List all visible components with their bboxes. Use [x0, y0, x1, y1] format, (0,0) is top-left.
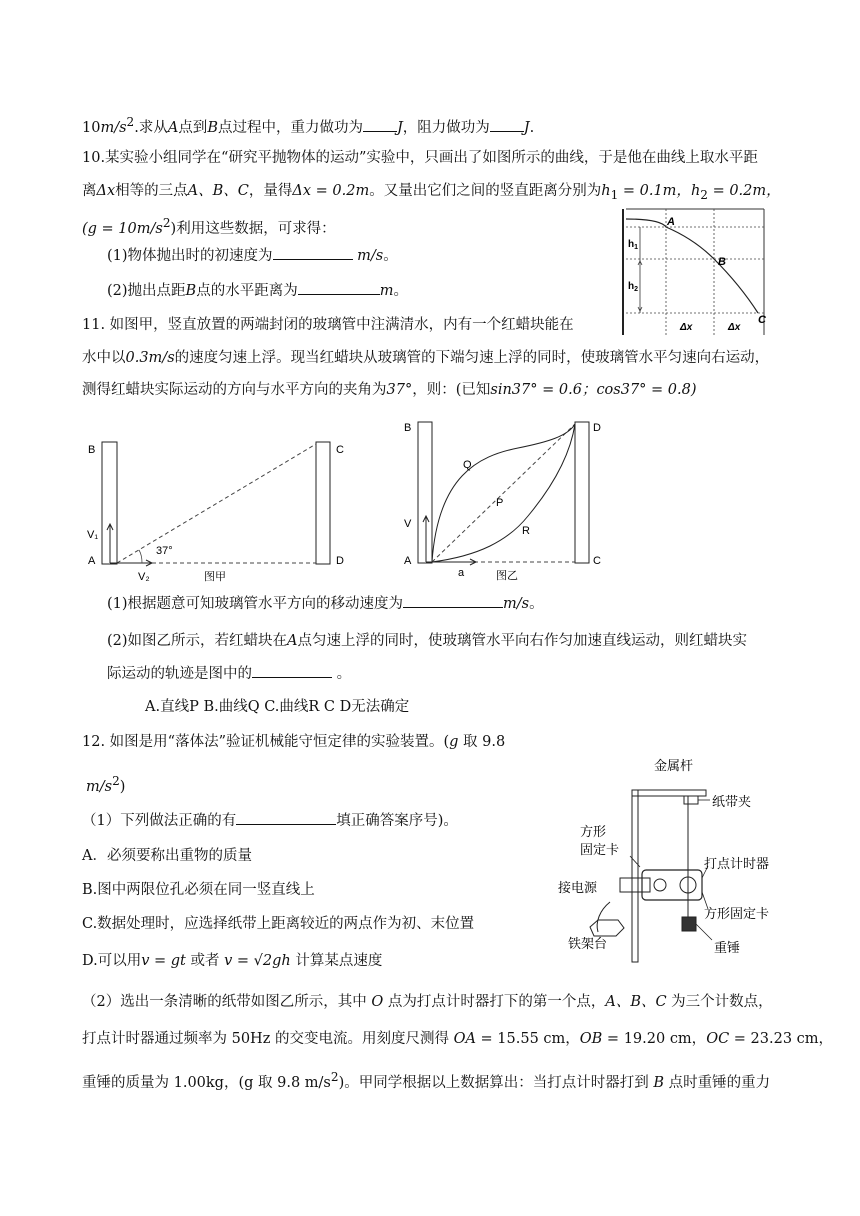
- label-card-1b: 固定卡: [580, 842, 620, 857]
- label-h1: [628, 239, 638, 251]
- text: .求从: [134, 119, 168, 136]
- caption-jia: 图甲: [204, 571, 226, 583]
- label-card-2: 方形固定卡: [704, 906, 770, 921]
- answer-blank[interactable]: [252, 663, 332, 678]
- text: h: [690, 183, 701, 199]
- label-stand: 铁架台: [568, 936, 608, 951]
- text: Δx: [96, 183, 116, 199]
- label-card-1a: 方形: [580, 824, 607, 839]
- text: 10: [82, 119, 101, 136]
- label-C: C: [758, 314, 766, 326]
- label-B: B: [718, 256, 726, 268]
- q11-line2: [82, 347, 769, 369]
- text: 2: [112, 774, 120, 788]
- q11-options: A.直线P B.曲线Q C.曲线R C D无法确定: [145, 699, 410, 715]
- label-weight: 重锤: [714, 940, 741, 955]
- text: 计算某点速度: [290, 953, 383, 969]
- label-R: R: [522, 525, 530, 537]
- text: 37°: [386, 382, 413, 398]
- label-dx2: Δx: [728, 322, 741, 333]
- q11-line3: [82, 379, 697, 401]
- text: 。又量出它们之间的竖直距离分别为: [369, 183, 602, 199]
- text: 为三个计数点，: [666, 994, 773, 1010]
- text: A: [167, 119, 179, 136]
- text: m/s: [100, 119, 127, 136]
- leader: [696, 924, 712, 940]
- text: D.可以用: [82, 953, 142, 969]
- label-D: D: [336, 555, 344, 567]
- text: .: [529, 119, 535, 136]
- text: 或者: [185, 953, 225, 969]
- stand-base: [590, 920, 624, 936]
- text: 37° = 0.8): [620, 382, 697, 398]
- q10-line3: [82, 212, 336, 240]
- text: m/s: [503, 596, 530, 612]
- text: 点过程中，重力做功为: [217, 119, 363, 136]
- square-clamp: [620, 878, 650, 892]
- answer-blank[interactable]: [363, 117, 397, 132]
- text: v = gt: [141, 953, 186, 969]
- text: ，阻力做功为: [402, 119, 490, 136]
- text: 2: [700, 187, 708, 202]
- q10-projectile-figure: [620, 205, 770, 339]
- text: OB: [579, 1031, 603, 1047]
- q11-part2-line1: [107, 630, 747, 652]
- glass-tube-right: [316, 442, 330, 564]
- text: 点到: [178, 119, 208, 136]
- text: OC: [706, 1031, 730, 1047]
- caption-yi: 图乙: [496, 570, 518, 582]
- figure-jia: [82, 430, 372, 590]
- diagonal-dashed: [117, 444, 316, 563]
- text: B: [653, 1074, 664, 1091]
- text: )利用这些数据，可求得：: [170, 220, 336, 237]
- label-D: D: [593, 422, 601, 434]
- trajectory-curve: [626, 219, 758, 313]
- label-B: B: [404, 422, 412, 434]
- text: 1: [634, 244, 639, 251]
- answer-blank[interactable]: [403, 593, 503, 608]
- q11-part2-line2: [107, 663, 351, 685]
- text: ): [119, 778, 126, 795]
- q10-part1: [107, 245, 398, 267]
- text: Δx = 0.2m: [292, 183, 370, 199]
- text: 2: [162, 216, 171, 230]
- text: OA: [453, 1031, 476, 1047]
- text: 2: [126, 115, 135, 129]
- label-tape-clip: 纸带夹: [712, 794, 752, 809]
- answer-blank[interactable]: [298, 280, 380, 295]
- q12-part2-line1: [82, 991, 773, 1013]
- label-V2: V₂: [138, 571, 150, 583]
- text: 离: [82, 183, 97, 199]
- text: m: [379, 283, 394, 299]
- text: 12. 如图是用“落体法”验证机械能守恒定律的实验装置。(: [82, 734, 450, 750]
- text: B: [207, 119, 218, 136]
- text: = 19.20 cm，: [602, 1031, 707, 1047]
- q10-line2: [82, 180, 781, 206]
- text: 的速度匀速上浮。现当红蜡块从玻璃管的下端匀速上浮的同时，使玻璃管水平匀速向右运动，: [174, 350, 770, 366]
- q9-tail-line: [82, 111, 534, 139]
- text: 点匀速上浮的同时，使玻璃管水平向右作匀加速直线运动，则红蜡块实: [297, 633, 748, 649]
- q12-line1: [82, 731, 505, 753]
- text: ，量得: [248, 183, 293, 199]
- label-V1: V₁: [87, 529, 99, 541]
- text: 。: [529, 596, 544, 612]
- q12-line2: [86, 770, 125, 798]
- text: 重锤的质量为 1.00kg，(g 取 9.8 m/s: [82, 1074, 331, 1091]
- text: 测得红蜡块实际运动的方向与水平方向的夹角为: [82, 382, 387, 398]
- text: A、B、C: [187, 183, 249, 199]
- text: A: [287, 633, 298, 649]
- line-P: [432, 424, 575, 562]
- label-angle: 37°: [156, 545, 173, 557]
- text: 填正确答案序号)。: [336, 813, 458, 829]
- text: (1)根据题意可知玻璃管水平方向的移动速度为: [107, 596, 404, 612]
- text: 点的水平距离为: [196, 283, 298, 299]
- glass-tube-left: [418, 422, 432, 563]
- label-h2: [628, 281, 638, 293]
- label-dx1: Δx: [680, 322, 693, 333]
- power-cord: [597, 902, 610, 932]
- text: m/s: [86, 778, 113, 795]
- label-V: V: [404, 518, 412, 530]
- label-timer: 打点计时器: [704, 856, 770, 871]
- glass-tube-right: [575, 422, 589, 563]
- text: 0.3m/s: [125, 350, 175, 366]
- text: (g = 10m/s: [82, 220, 163, 237]
- text: A、B、C: [605, 994, 667, 1010]
- metal-bar: [632, 790, 706, 796]
- q12-option-a: A．必须要称出重物的质量: [82, 848, 252, 864]
- label-A: A: [404, 555, 412, 567]
- label-A: A: [88, 555, 96, 567]
- q11-line1: 11. 如图甲，竖直放置的两端封闭的玻璃管中注满清水，内有一个红蜡块能在: [82, 317, 574, 333]
- text: （2）选出一条清晰的纸带如图乙所示，其中: [82, 994, 372, 1010]
- label-B: B: [88, 444, 96, 456]
- text: 打点计时器通过频率为 50Hz 的交变电流。用刻度尺测得: [82, 1031, 454, 1047]
- label-P: P: [496, 497, 504, 509]
- text: 点为打点计时器打下的第一个点，: [383, 994, 606, 1010]
- label-C: C: [336, 444, 344, 456]
- text: 37° = 0.6；: [511, 382, 597, 398]
- text: 1: [610, 187, 619, 202]
- label-a: a: [458, 567, 465, 579]
- text: h: [628, 239, 635, 250]
- text: 际运动的轨迹是图中的: [107, 666, 252, 682]
- tape-clip: [684, 796, 698, 804]
- text: = 0.1m，: [618, 183, 691, 199]
- text: 点时重锤的重力: [663, 1074, 771, 1091]
- label-C: C: [593, 555, 601, 567]
- text: )。甲同学根据以上数据算出：当打点计时器打到: [338, 1074, 654, 1091]
- text: (2)抛出点距: [107, 283, 186, 299]
- label-metal-rod: 金属杆: [654, 758, 694, 773]
- text: 。: [393, 283, 408, 299]
- text: （1）下列做法正确的有: [82, 813, 237, 829]
- text: J: [523, 119, 530, 136]
- q10-line1: 10.某实验小组同学在“研究平抛物体的运动”实验中，只画出了如图所示的曲线，于是他在曲线上取水平距: [82, 150, 758, 166]
- text: 2: [330, 1070, 339, 1084]
- text: = 0.2m，: [707, 183, 781, 199]
- q12-part2-line2: [82, 1028, 833, 1050]
- q12-option-d: [82, 950, 382, 972]
- text: cos: [596, 382, 621, 398]
- text: (1)物体抛出时的初速度为: [107, 248, 273, 264]
- q12-part1: [82, 810, 458, 832]
- text: h: [601, 183, 611, 199]
- text: = 15.55 cm，: [475, 1031, 580, 1047]
- text: m/s: [357, 248, 384, 264]
- text: ，则：(已知: [412, 382, 491, 398]
- angle-arc: [139, 550, 142, 563]
- weight: [682, 917, 696, 931]
- text: g: [449, 734, 459, 750]
- figure-yi: [398, 416, 618, 586]
- q10-part2: [107, 280, 408, 302]
- answer-blank[interactable]: [273, 245, 353, 260]
- text: B: [185, 283, 197, 299]
- q11-part1: [107, 593, 544, 615]
- text: O: [371, 994, 384, 1010]
- text: J: [396, 119, 403, 136]
- text: (2)如图乙所示，若红蜡块在: [107, 633, 288, 649]
- text: 取 9.8: [458, 734, 506, 750]
- text: sin: [490, 382, 512, 398]
- answer-blank[interactable]: [490, 117, 524, 132]
- q12-option-c: C.数据处理时，应选择纸带上距离较近的两点作为初、末位置: [82, 916, 475, 932]
- label-power: 接电源: [558, 880, 598, 895]
- text: 相等的三点: [115, 183, 188, 199]
- timer-coil: [654, 879, 666, 891]
- text: 水中以: [82, 350, 126, 366]
- label-Q: Q: [463, 459, 472, 471]
- stand-rod: [632, 790, 638, 962]
- q12-apparatus-figure: [550, 752, 800, 964]
- text: h: [628, 281, 635, 292]
- text: 。: [332, 666, 352, 682]
- text: v = √2gh: [224, 953, 291, 969]
- text: = 23.23 cm，: [729, 1031, 834, 1047]
- text: 。: [383, 248, 398, 264]
- timer-body: [642, 870, 702, 900]
- answer-blank[interactable]: [236, 810, 336, 825]
- q12-option-b: B.图中两限位孔必须在同一竖直线上: [82, 882, 315, 898]
- label-A: A: [667, 216, 675, 228]
- q12-part2-line3: [82, 1066, 770, 1094]
- text: 2: [634, 286, 639, 293]
